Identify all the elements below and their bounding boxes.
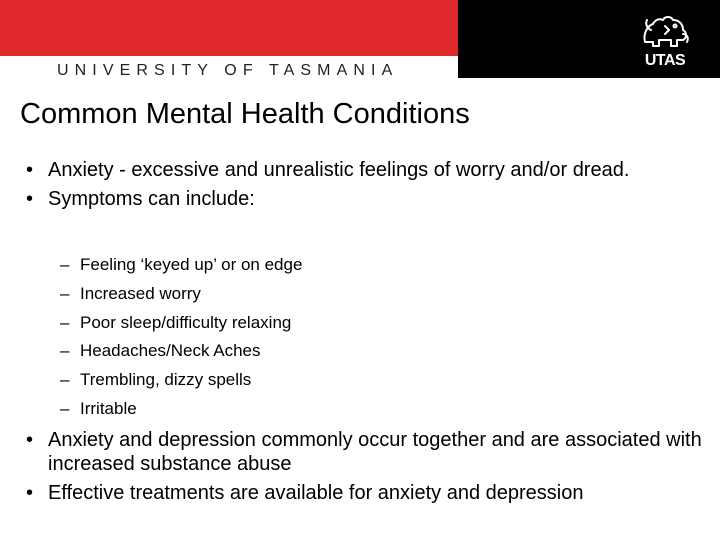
bullet-item: • Symptoms can include:: [26, 187, 706, 211]
symptom-item: – Trembling, dizzy spells: [60, 370, 302, 390]
bullet-item: • Anxiety and depression commonly occur together and are associated with increased substance abuse: [26, 428, 706, 476]
symptom-item: – Increased worry: [60, 284, 302, 304]
lion-crest-icon: [637, 12, 693, 52]
utas-logo: [637, 12, 693, 72]
bullet-list-top: [26, 158, 706, 216]
university-name: UNIVERSITY OF TASMANIA: [57, 62, 399, 79]
bullet-item: • Effective treatments are available for anxiety and depression: [26, 481, 706, 505]
symptom-list: [60, 255, 302, 428]
bullet-list-bottom: [26, 428, 706, 510]
symptom-item: – Poor sleep/difficulty relaxing: [60, 313, 302, 333]
bullet-item: • Anxiety - excessive and unrealistic feelings of worry and/or dread.: [26, 158, 706, 182]
slide-title: Common Mental Health Conditions: [20, 98, 470, 130]
symptom-item: – Headaches/Neck Aches: [60, 341, 302, 361]
symptom-item: – Irritable: [60, 399, 302, 419]
logo-text: UTAS: [644, 52, 686, 69]
symptom-item: – Feeling ‘keyed up’ or on edge: [60, 255, 302, 275]
